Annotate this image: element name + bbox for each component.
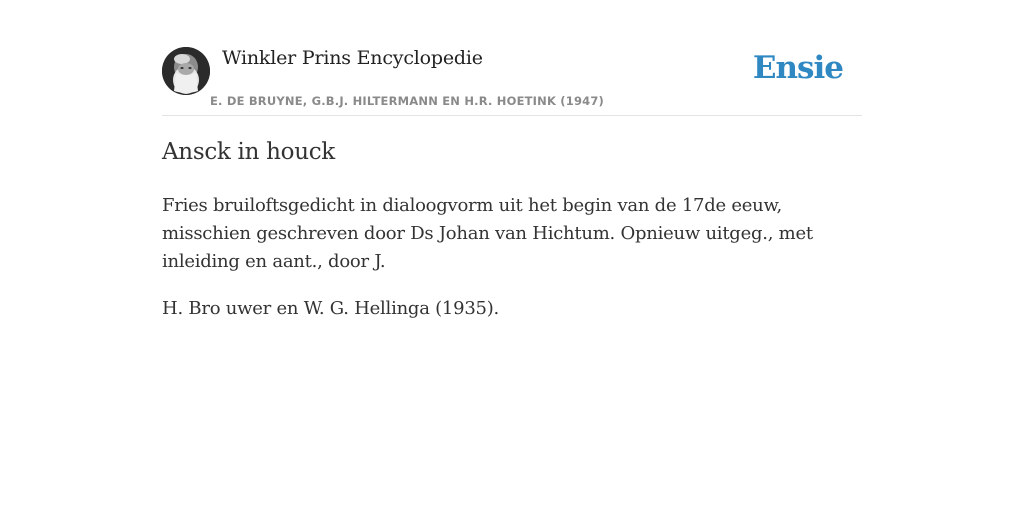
article-paragraph: Fries bruiloftsgedicht in dialoogvorm uit het begin van de 17de eeuw, misschien geschreven door Ds Johan van Hichtum. Opnieuw uitgeg., met inleiding en aant., door J. [162, 195, 813, 272]
author-avatar[interactable] [162, 47, 210, 95]
ensie-logo-link[interactable]: Ensie [752, 50, 843, 86]
authors-subtitle: E. DE BRUYNE, G.B.J. HILTERMANN EN H.R. HOETINK (1947) [210, 94, 605, 108]
site-title[interactable]: Winkler Prins Encyclopedie [222, 47, 483, 69]
portrait-icon [162, 47, 210, 95]
article-title: Ansck in houck [162, 139, 335, 165]
article-paragraph: H. Bro uwer en W. G. Hellinga (1935). [162, 298, 499, 319]
site-header [162, 46, 862, 116]
